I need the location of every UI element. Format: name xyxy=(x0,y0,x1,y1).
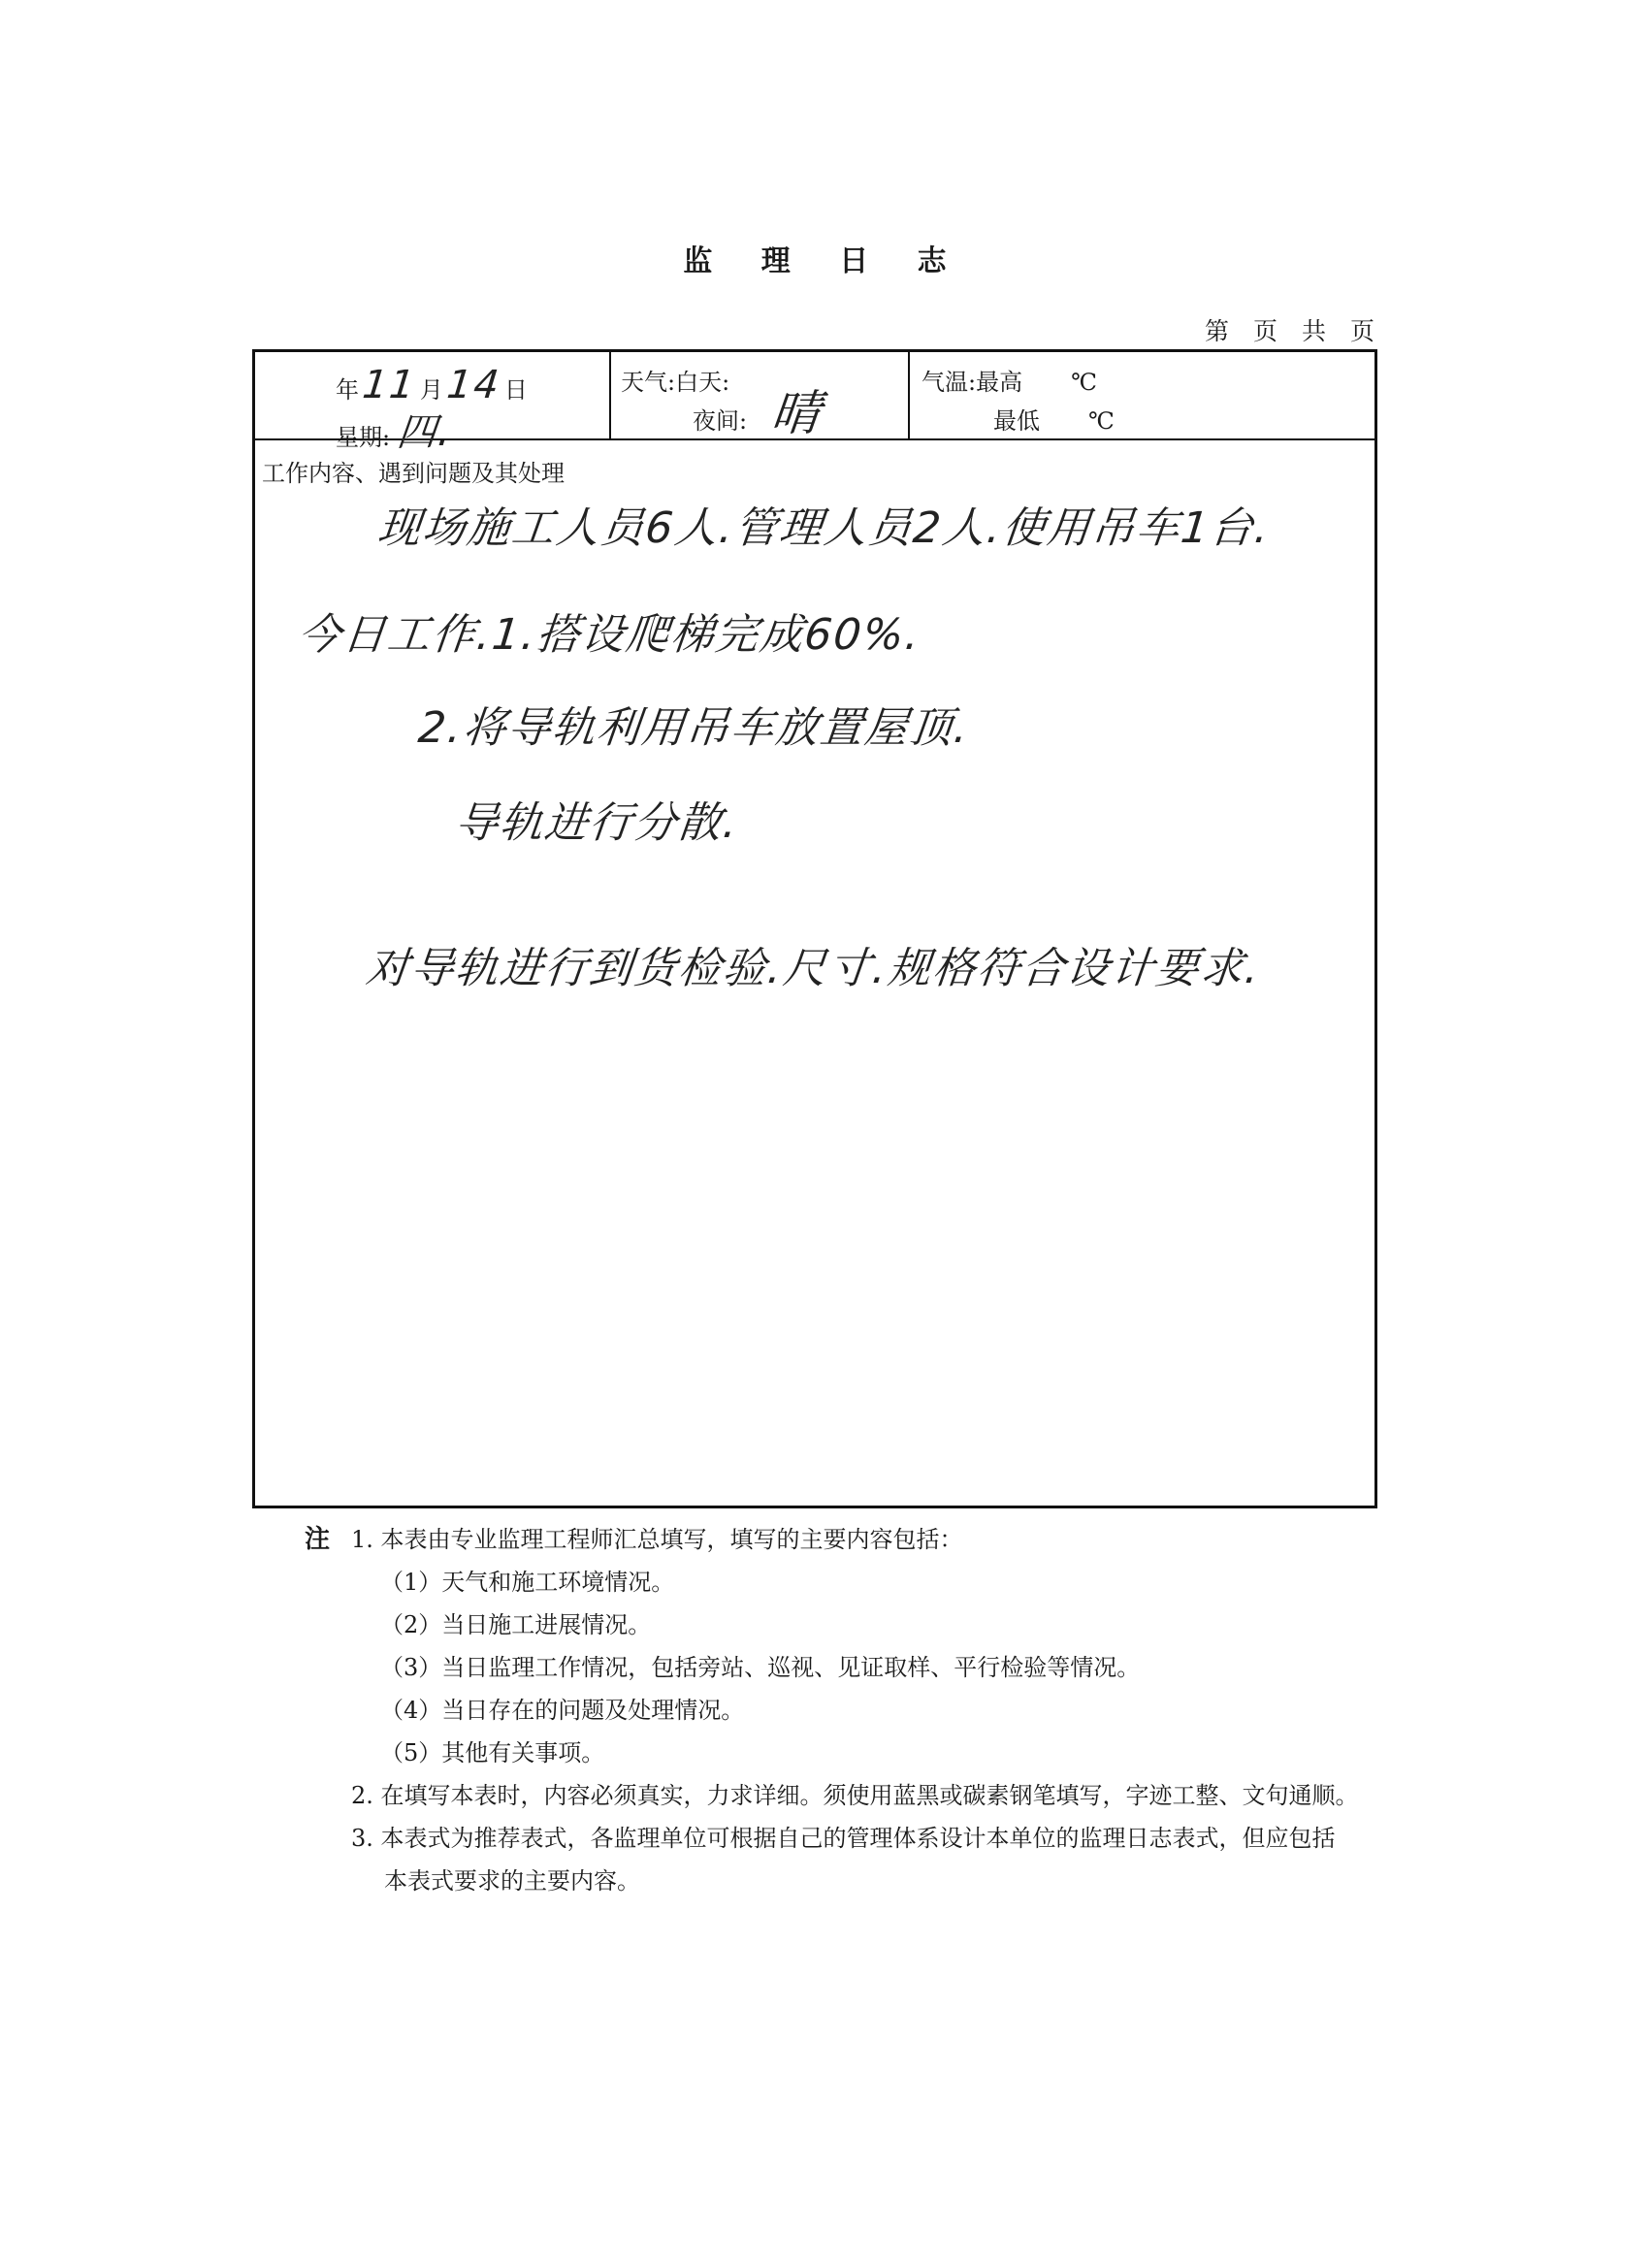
day-value: 14 xyxy=(444,363,503,407)
note-item-1-4: （4）当日存在的问题及处理情况。 xyxy=(380,1697,745,1724)
day-label: 日 xyxy=(503,376,528,404)
weekday-label: 星期: xyxy=(336,424,391,451)
weather-value: 晴 xyxy=(768,385,825,441)
temp-high-unit: ℃ xyxy=(1071,369,1097,396)
note-item-3: 3. 本表式为推荐表式，各监理单位可根据自己的管理体系设计本单位的监理日志表式，但应包括 xyxy=(351,1825,1336,1852)
weather-night-field xyxy=(693,402,747,436)
section-label: 工作内容、遇到问题及其处理 xyxy=(262,460,565,487)
page-label-ye-total: 页 xyxy=(1349,317,1375,345)
handwritten-line-5: 对导轨进行到货检验.尺寸.规格符合设计要求. xyxy=(363,944,1264,993)
header-col-divider-1 xyxy=(609,351,611,438)
handwritten-line-3: 2.将导轨利用吊车放置屋顶. xyxy=(415,703,973,753)
note-item-1-1: （1）天气和施工环境情况。 xyxy=(380,1569,675,1596)
note-item-1: 1. 本表由专业监理工程师汇总填写，填写的主要内容包括： xyxy=(351,1526,963,1553)
notes-mark: 注 xyxy=(305,1525,331,1554)
weekday-field xyxy=(336,402,453,457)
temp-high-field xyxy=(922,363,1097,397)
month-label: 月 xyxy=(419,376,443,404)
temp-low-label: 最低 xyxy=(993,407,1040,435)
year-label: 年 xyxy=(336,376,359,404)
temp-high-label: 最高 xyxy=(976,369,1023,396)
note-item-3-cont: 本表式要求的主要内容。 xyxy=(384,1867,640,1895)
temp-label: 气温: xyxy=(922,369,977,396)
weather-day-field xyxy=(621,363,729,397)
page-label-gong: 共 xyxy=(1301,317,1327,345)
note-item-2: 2. 在填写本表时，内容必须真实，力求详细。须使用蓝黑或碳素钢笔填写，字迹工整、文句通顺。 xyxy=(351,1782,1359,1809)
temp-low-unit: ℃ xyxy=(1088,407,1115,435)
weather-night-label: 夜间: xyxy=(693,407,748,435)
weekday-value: 四. xyxy=(395,410,455,455)
temp-low-field xyxy=(993,402,1115,436)
note-item-1-5: （5）其他有关事项。 xyxy=(380,1739,605,1766)
note-item-1-3: （3）当日监理工作情况，包括旁站、巡视、见证取样、平行检验等情况。 xyxy=(380,1654,1141,1681)
note-item-1-2: （2）当日施工进展情况。 xyxy=(380,1611,652,1638)
handwritten-line-4: 导轨进行分散. xyxy=(452,798,742,848)
month-value: 11 xyxy=(360,363,419,407)
handwritten-line-2: 今日工作.1.搭设爬梯完成60%. xyxy=(295,610,923,660)
page-numbering xyxy=(1181,312,1375,347)
weather-label: 天气: xyxy=(621,369,676,396)
page-label-ye: 页 xyxy=(1252,317,1278,345)
handwritten-line-1: 现场施工人员6人.管理人员2人.使用吊车1台. xyxy=(374,503,1274,553)
page-title: 监 理 日 志 xyxy=(683,244,966,278)
weather-day-label: 白天: xyxy=(675,369,730,396)
page-label-di: 第 xyxy=(1204,317,1230,345)
header-col-divider-2 xyxy=(908,351,910,438)
